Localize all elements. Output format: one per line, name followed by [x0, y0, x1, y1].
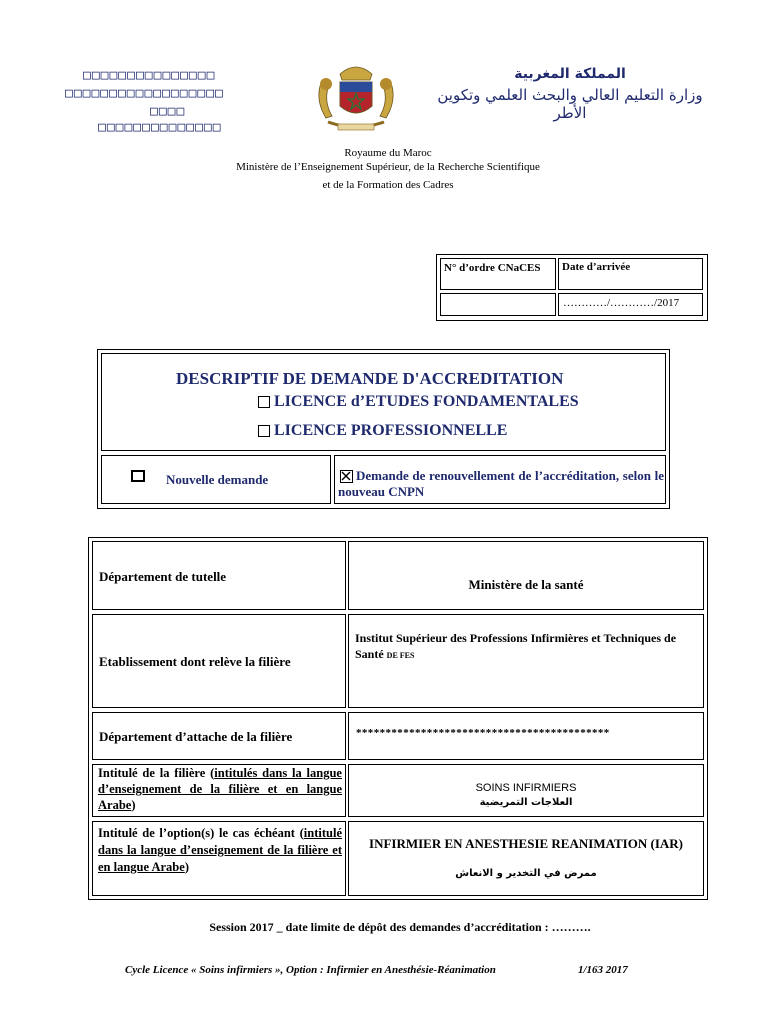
option-label-start: Intitulé de l’option(s) le cas échéant ( — [98, 826, 304, 840]
option-value-arabic: ممرض في التخدير و الانعاش — [455, 868, 597, 879]
filiere-label — [98, 765, 342, 813]
header-left-line-4: □□□□□□□□□□□□□□ — [98, 120, 222, 135]
filiere-value: SOINS INFIRMIERS — [475, 782, 577, 794]
table-row-value-cell — [348, 821, 704, 896]
session-deadline: Session 2017 _ date limite de dépôt des demandes d’accréditation : ………. — [209, 920, 591, 934]
filiere-label-end: ) — [131, 798, 136, 812]
renewal-label: Demande de renouvellement de l’accréditation, selon le nouveau CNPN — [338, 468, 664, 499]
table-row-value-cell — [348, 541, 704, 610]
order-number-label: N° d’ordre CNaCES — [440, 258, 556, 290]
option-value: INFIRMIER EN ANESTHESIE REANIMATION (IAR) — [369, 836, 683, 851]
tutelle-label: Département de tutelle — [99, 569, 227, 584]
etablissement-city: DE FES — [386, 651, 415, 660]
option-label-underlined: intitulé dans la langue d’enseignement de la filière et en langue Arabe — [98, 826, 342, 874]
licence-fondamentale-label: LICENCE d’ETUDES FONDAMENTALES — [274, 393, 579, 410]
filiere-label-start: Intitulé de la filière ( — [98, 766, 215, 780]
arrival-date-label: Date d’arrivée — [558, 258, 703, 290]
filiere-label-underlined: intitulés dans la langue d’enseignement de la filière et en langue Arabe — [98, 766, 342, 812]
attache-label: Département d’attache de la filière — [99, 729, 293, 744]
order-number-field[interactable] — [440, 293, 556, 316]
new-request-label: Nouvelle demande — [166, 472, 269, 487]
licence-professionnelle-label: LICENCE PROFESSIONNELLE — [274, 422, 508, 439]
arrival-date-field[interactable]: …………/…………/2017 — [558, 293, 703, 316]
licence-professionnelle-checkbox[interactable] — [258, 425, 270, 437]
option-label — [98, 825, 342, 876]
etablissement-name: Institut Supérieur des Professions Infirmières et Techniques de Santé — [355, 631, 677, 661]
header-fr-ministry: Ministère de l’Enseignement Supérieur, de la Recherche Scientifique — [236, 161, 540, 173]
filiere-value-arabic: العلاجات التمريضية — [479, 797, 573, 808]
header-fr-kingdom: Royaume du Maroc — [344, 147, 432, 159]
new-request-checkbox[interactable] — [131, 470, 145, 482]
footer-page-number: 1/163 2017 — [578, 964, 628, 976]
option-label-end: ) — [184, 860, 189, 874]
form-title: DESCRIPTIF DE DEMANDE D'ACCREDITATION — [176, 369, 564, 388]
etablissement-label: Etablissement dont relève la filière — [99, 654, 291, 669]
option-licence-professionnelle[interactable] — [258, 422, 507, 440]
header-left-line-1: □□□□□□□□□□□□□□□ — [83, 68, 216, 83]
option-licence-fondamentale[interactable] — [258, 393, 579, 411]
header-arabic-ministry: وزارة التعليم العالي والبحث العلمي وتكوين الأطر — [437, 86, 703, 122]
moroccan-coat-of-arms-emblem — [310, 62, 402, 134]
header-fr-formation: et de la Formation des Cadres — [322, 179, 454, 191]
header-arabic-kingdom: المملكة المغربية — [514, 66, 626, 82]
attache-value: ******************************************* — [356, 727, 610, 739]
licence-fondamentale-checkbox[interactable] — [258, 396, 270, 408]
tutelle-value: Ministère de la santé — [468, 577, 584, 592]
header-left-line-3: □□□□ — [150, 104, 186, 119]
footer-text: Cycle Licence « Soins infirmiers », Option : Infirmier en Anesthésie-Réanimation — [125, 964, 496, 976]
etablissement-value — [355, 630, 695, 664]
header-left-line-2: □□□□□□□□□□□□□□□□□□ — [65, 86, 224, 101]
